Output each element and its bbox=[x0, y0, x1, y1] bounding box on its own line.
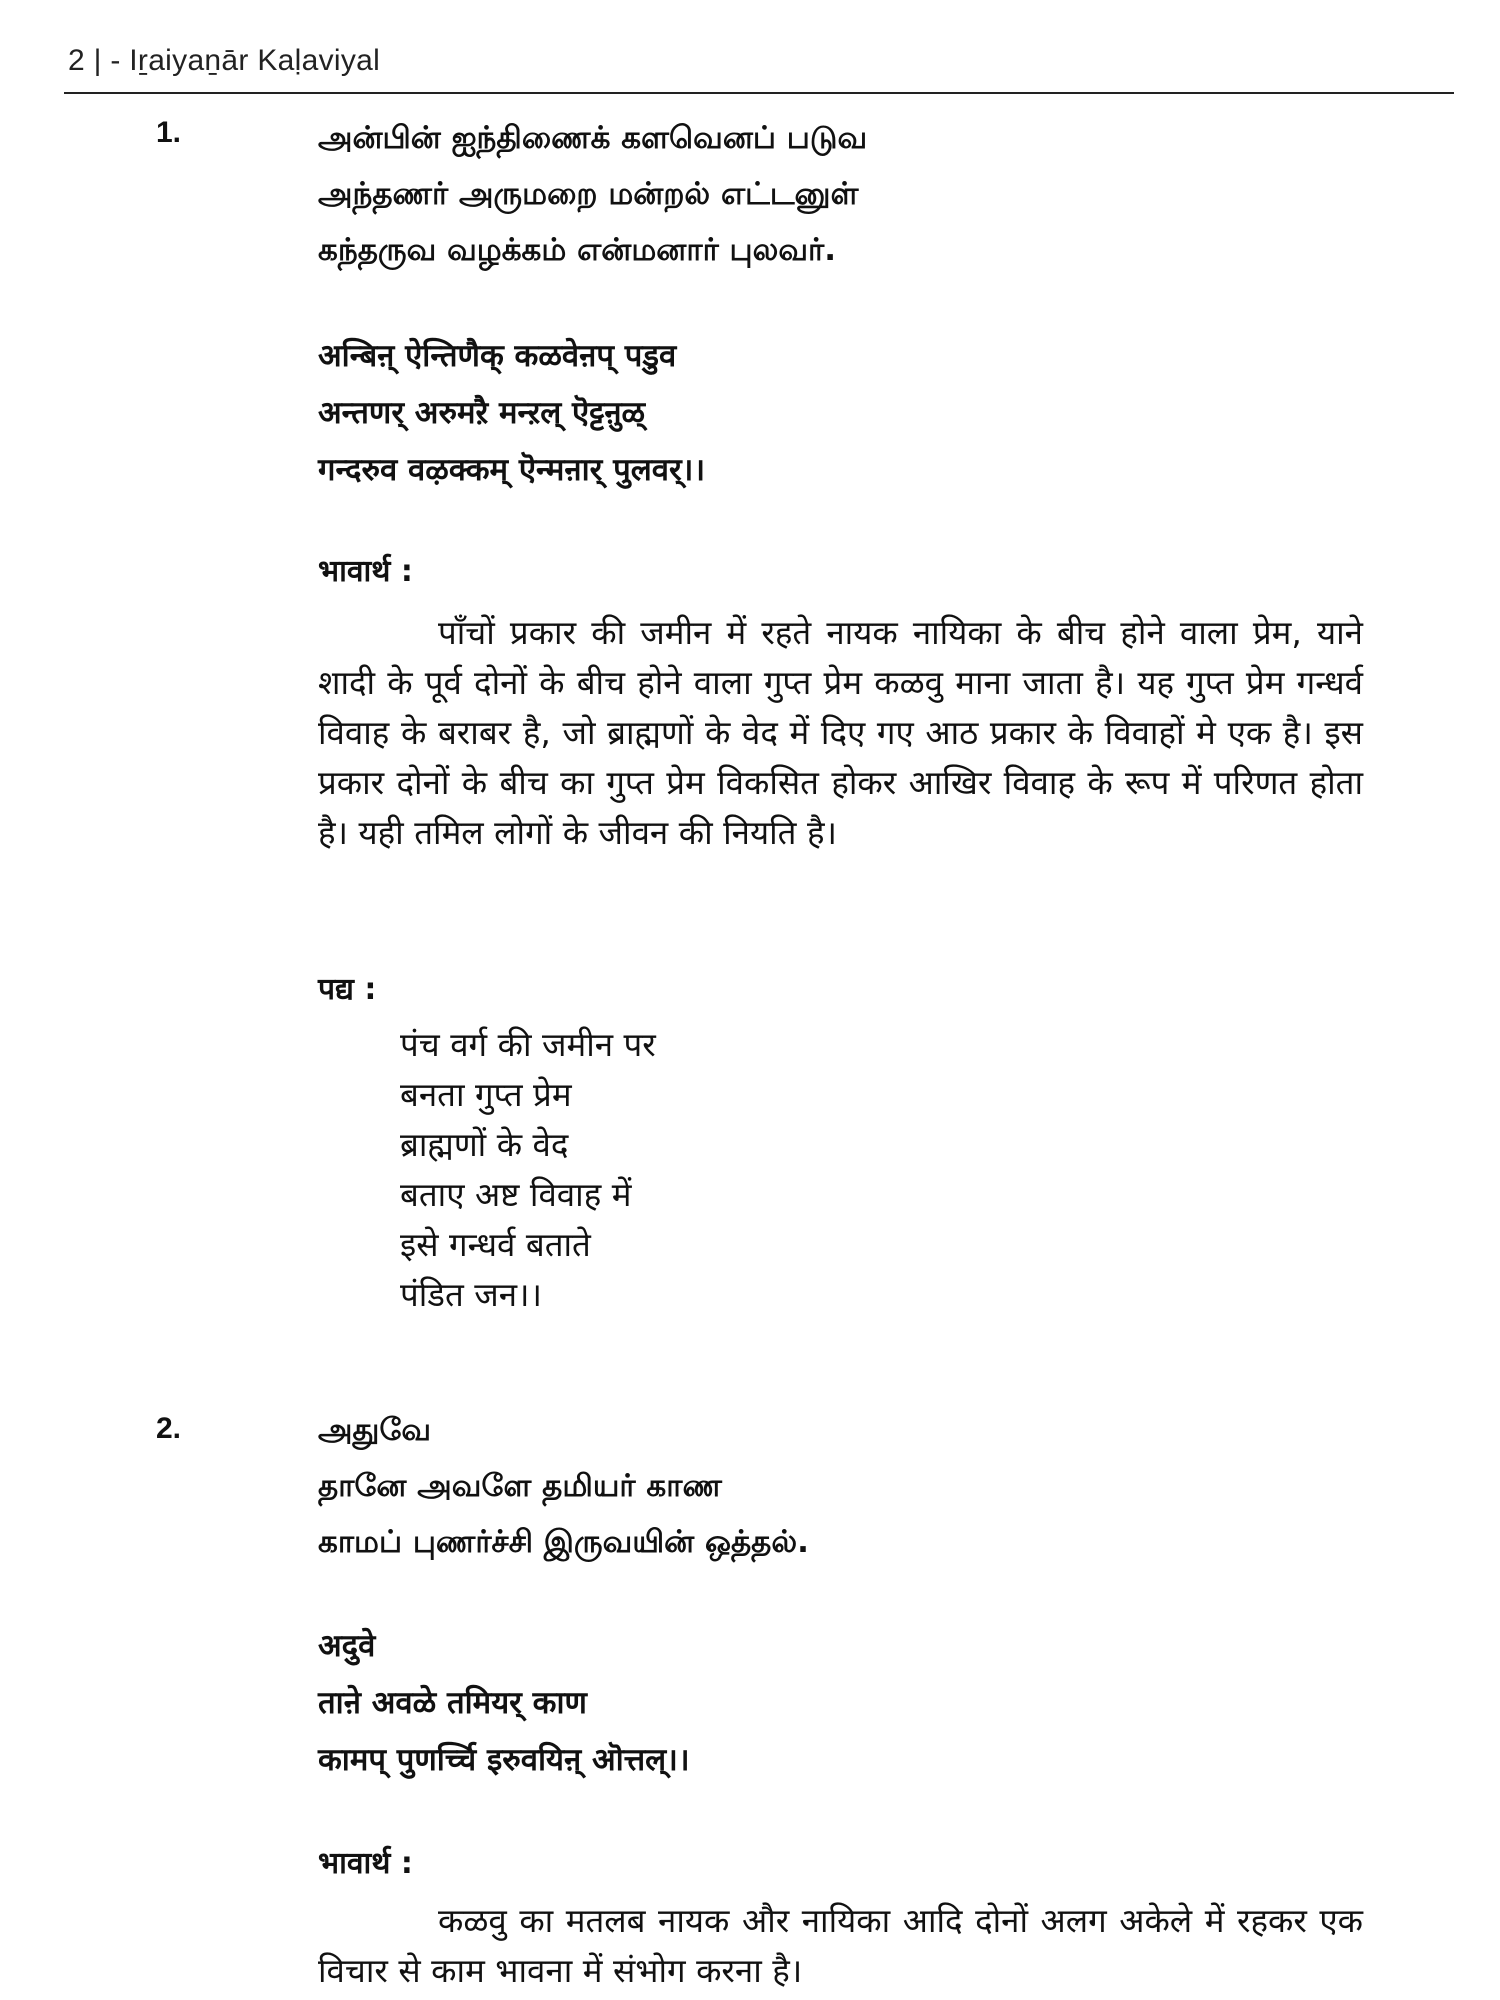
meaning-text: कळवु का मतलब नायक और नायिका आदि दोनों अलग अकेले में रहकर एक विचार से काम भावना में संभोग करना है। bbox=[318, 1901, 1363, 1990]
verse-line: पंडित जन।। bbox=[400, 1275, 543, 1314]
verse-line: बनता गुप्त प्रेम bbox=[400, 1075, 572, 1114]
meaning-text-wrap bbox=[318, 1896, 1363, 1996]
transliteration bbox=[318, 328, 1388, 499]
verse-line: बताए अष्ट विवाह में bbox=[400, 1175, 632, 1214]
tamil-line: அந்தணர் அருமறை மன்றல் எட்டனுள் bbox=[318, 176, 859, 212]
meaning-label: भावार्थ : bbox=[318, 1846, 413, 1881]
page-header: 2 | - Iṟaiyaṉār Kaḷaviyal bbox=[68, 44, 381, 77]
sutra-number: 1. bbox=[156, 116, 182, 149]
transliteration bbox=[318, 1618, 1388, 1789]
tamil-line: காமப் புணர்ச்சி இருவயின் ஒத்தல். bbox=[318, 1524, 809, 1560]
tamil-line: கந்தருவ வழக்கம் என்மனார் புலவர். bbox=[318, 232, 836, 268]
meaning-block bbox=[318, 1842, 1388, 1996]
verse-line: ब्राह्मणों के वेद bbox=[400, 1125, 569, 1164]
meaning-text: पाँचों प्रकार की जमीन में रहते नायक नायिका के बीच होने वाला प्रेम, याने शादी के पूर्व दोनों के बीच होने वाला गुप्त प्रेम कळवु माना जाता है। यह गुप्त प्रेम गन्धर्व विवाह के बराबर है, जो ब्राह्मणों के वेद में दिए गए आठ प्रकार के विवाहों मे एक है। इस प्रकार दोनों के बीच का गुप्त प्रेम विकसित होकर आखिर विवाह के रूप में परिणत होता है। यही तमिल लोगों के जीवन की नियति है। bbox=[318, 613, 1363, 852]
verse-label: पद्य : bbox=[318, 972, 377, 1007]
tamil-verse bbox=[318, 1402, 1388, 1570]
tamil-line: அதுவே bbox=[318, 1412, 432, 1448]
transliteration-line: अदुवे bbox=[318, 1628, 376, 1664]
header-rule bbox=[64, 92, 1454, 94]
meaning-label: भावार्थ : bbox=[318, 554, 413, 589]
sutra-number: 2. bbox=[156, 1412, 182, 1445]
verse-line: पंच वर्ग की जमीन पर bbox=[400, 1025, 656, 1064]
transliteration-line: ताऩे अवळे तमियर् काण bbox=[318, 1685, 587, 1721]
verse-line: इसे गन्धर्व बताते bbox=[400, 1225, 591, 1264]
verse-block bbox=[318, 968, 1388, 1320]
meaning-text-wrap bbox=[318, 608, 1363, 858]
tamil-line: அன்பின் ஐந்திணைக் களவெனப் படுவ bbox=[318, 120, 868, 156]
transliteration-line: गन्दरुव वऴक्कम् ऎन्मऩार् पुलवर्।। bbox=[318, 452, 706, 488]
tamil-verse bbox=[318, 110, 1388, 278]
transliteration-line: अन्तणर् अरुमऱै मन्ऱल् ऎट्टऩुळ् bbox=[318, 395, 646, 431]
meaning-block bbox=[318, 550, 1388, 858]
transliteration-line: कामप् पुणर्च्चि इरुवयिऩ् ऒत्तल्।। bbox=[318, 1742, 690, 1778]
tamil-line: தானே அவளே தமியர் காண bbox=[318, 1468, 722, 1504]
transliteration-line: अन्बिऩ् ऐन्तिणैक् कळवेऩप् पडुव bbox=[318, 338, 677, 374]
